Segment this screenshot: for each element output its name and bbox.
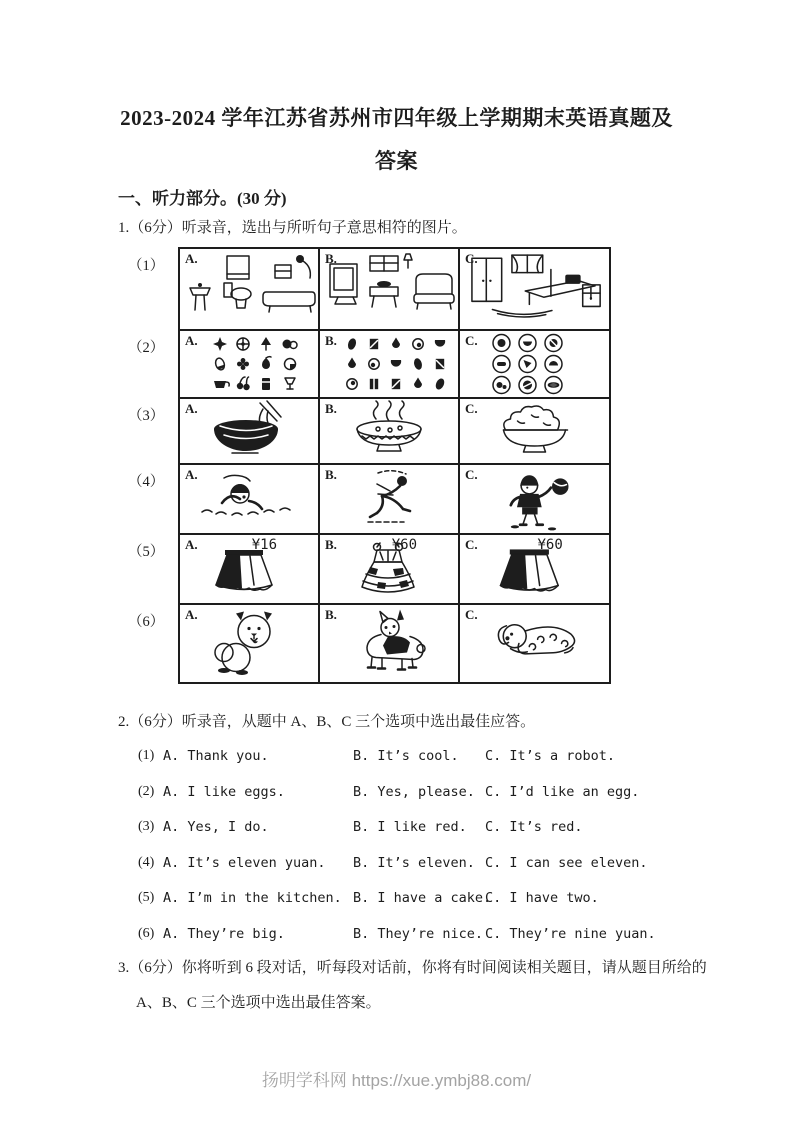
playing-ball-image (460, 465, 609, 533)
q2-option-a: A. It’s eleven yuan. (163, 854, 326, 871)
q2-option-c: C. I can see eleven. (485, 854, 648, 871)
row-number: （4） (128, 474, 165, 490)
cell-4c (460, 465, 609, 533)
cell-4a (180, 465, 320, 533)
option-letter: A. (185, 401, 198, 416)
table-row-4 (128, 465, 609, 535)
bathroom-image (180, 249, 318, 329)
cell-1b (320, 249, 460, 329)
bedroom-image (460, 249, 609, 329)
q2-option-a: A. Thank you. (163, 748, 269, 764)
row-number: （6） (128, 614, 165, 630)
table-row-6 (128, 605, 609, 682)
cell-4b (320, 465, 460, 533)
q2-option-a: A. I like eggs. (163, 783, 285, 800)
cell-6c (460, 605, 609, 682)
swimming-image (180, 465, 318, 533)
table-row-5 (128, 535, 609, 605)
long-jump-image (320, 465, 458, 533)
fluffy-dog-image (180, 605, 318, 682)
option-letter: A. (185, 467, 198, 482)
row-number: （1） (128, 258, 165, 274)
question-2-items (0, 748, 793, 962)
cell-2a (180, 331, 320, 397)
cell-2b (320, 331, 460, 397)
option-letter: C. (465, 251, 478, 266)
q2-option-b: B. They’re nice. (353, 925, 484, 942)
option-letter: B. (325, 607, 337, 622)
q2-option-c: C. It’s a robot. (485, 748, 616, 764)
option-letter: A. (185, 333, 198, 348)
q2-option-b: B. It’s eleven. (353, 854, 475, 871)
question-2-prompt: 2.（6分）听录音，从题中 A、B、C 三个选项中选出最佳应答。 (118, 714, 536, 730)
q2-item-number: (2) (138, 783, 155, 799)
q2-option-b: B. I like red. (353, 819, 467, 836)
footer-watermark: 扬明学科网 https://xue.ymbj88.com/ (261, 1071, 532, 1090)
q2-option-c: C. I have two. (485, 890, 599, 907)
q2-option-a: A. Yes, I do. (163, 819, 269, 836)
cell-3c (460, 399, 609, 463)
q2-option-c: C. They’re nine yuan. (485, 925, 656, 942)
q2-item-5 (0, 890, 793, 926)
row-number: （3） (128, 408, 165, 424)
q2-option-a: A. I’m in the kitchen. (163, 890, 342, 907)
cell-3b (320, 399, 460, 463)
fruit-icons-grid-image (180, 331, 318, 397)
option-letter: A. (185, 537, 198, 552)
living-room-image (320, 249, 458, 329)
page-title-line-1: 2023-2024 学年江苏省苏州市四年级上学期期末英语真题及 (120, 106, 673, 130)
option-letter: C. (465, 333, 478, 348)
question-3-prompt-line-2: A、B、C 三个选项中选出最佳答案。 (136, 995, 381, 1011)
q2-option-c: C. I’d like an egg. (485, 783, 640, 800)
q2-option-b: B. It’s cool. (353, 748, 459, 764)
option-letter: B. (325, 251, 337, 266)
corgi-dog-image (320, 605, 458, 682)
option-letter: B. (325, 467, 337, 482)
q2-item-3 (0, 819, 793, 855)
option-letter: C. (465, 537, 478, 552)
cell-5c (460, 535, 609, 603)
q2-option-b: B. I have a cake. (353, 890, 492, 907)
row-number: （5） (128, 544, 165, 560)
cell-5b (320, 535, 460, 603)
q2-option-c: C. It’s red. (485, 819, 583, 836)
price-label: ¥60 (537, 537, 563, 553)
cell-1c (460, 249, 609, 329)
option-letter: C. (465, 467, 478, 482)
lying-dog-image (460, 605, 609, 682)
q2-option-b: B. Yes, please. (353, 783, 475, 800)
q2-item-number: (5) (138, 890, 155, 906)
q2-item-2 (0, 784, 793, 820)
skirt-image (180, 535, 318, 603)
q2-item-number: (6) (138, 925, 155, 941)
table-row-1 (128, 249, 609, 331)
cell-2c (460, 331, 609, 397)
picture-choice-table (128, 247, 611, 684)
question-3-prompt-line-1: 3.（6分）你将听到 6 段对话，听每段对话前，你将有时间阅读相关题目，请从题目所给的 (118, 960, 707, 976)
row-number: （2） (128, 340, 165, 356)
bowl-of-noodles-image (180, 399, 318, 463)
option-letter: C. (465, 607, 478, 622)
option-letter: B. (325, 333, 337, 348)
question-3-block (118, 956, 718, 1012)
q2-option-a: A. They’re big. (163, 925, 285, 942)
q2-item-number: (1) (138, 748, 155, 763)
price-label: ¥16 (251, 537, 278, 553)
cell-3a (180, 399, 320, 463)
option-letter: B. (325, 537, 337, 552)
table-row-2 (128, 331, 609, 399)
dress-image (320, 535, 458, 603)
q2-item-number: (3) (138, 819, 155, 835)
q2-item-1 (0, 748, 793, 784)
cell-6b (320, 605, 460, 682)
table-row-3 (128, 399, 609, 465)
question-2-block (0, 710, 793, 962)
cell-6a (180, 605, 320, 682)
option-letter: B. (325, 401, 337, 416)
section-heading-listening: 一、听力部分。(30 分) (118, 189, 287, 208)
q2-item-number: (4) (138, 854, 155, 870)
skirt-image (460, 535, 609, 603)
q2-item-4 (0, 855, 793, 891)
food-plate-icons-grid-image (460, 331, 609, 397)
question-1-prompt: 1.（6分）听录音，选出与所听句子意思相符的图片。 (118, 220, 467, 236)
bowl-of-rice-image (460, 399, 609, 463)
cell-1a (180, 249, 320, 329)
cell-5a (180, 535, 320, 603)
option-letter: C. (465, 401, 478, 416)
option-letter: A. (185, 251, 198, 266)
page-title-line-2: 答案 (375, 149, 418, 173)
vegetable-icons-grid-image (320, 331, 458, 397)
option-letter: A. (185, 607, 198, 622)
price-label: ¥60 (391, 537, 418, 553)
bowl-of-soup-image (320, 399, 458, 463)
